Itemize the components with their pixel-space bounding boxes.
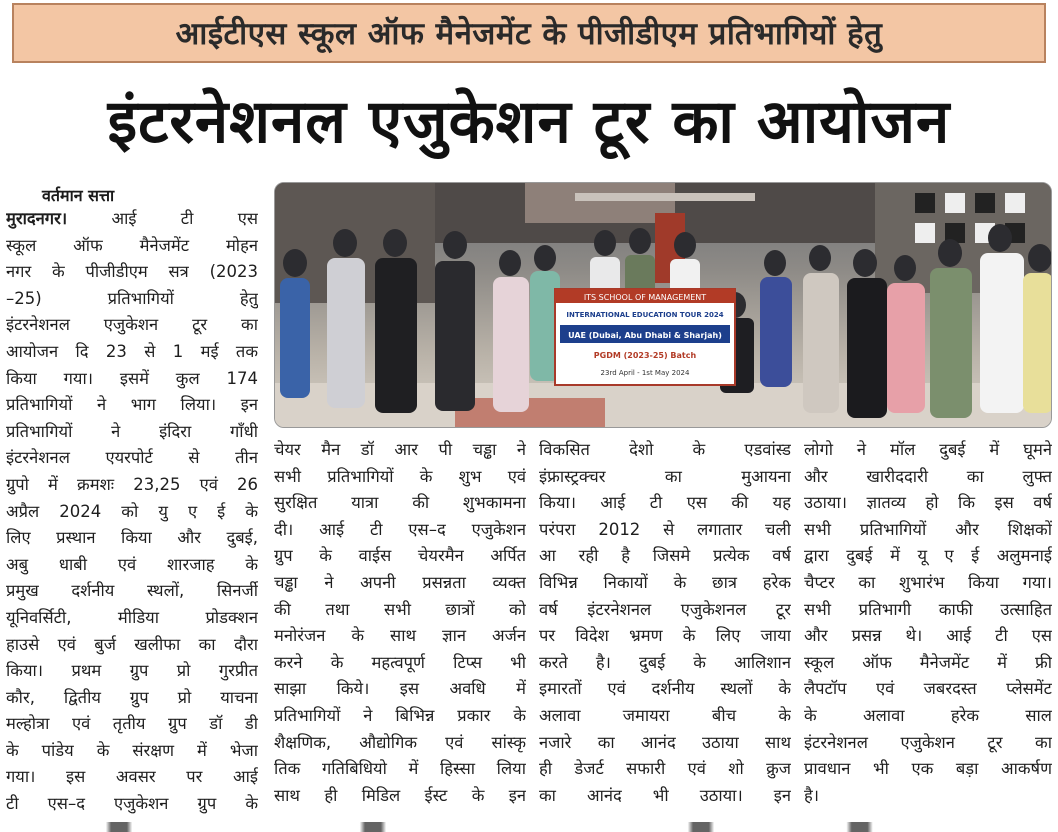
article-line: उठाया। ज्ञातव्य हो कि इस वर्ष xyxy=(804,493,1052,513)
article-line: अप्रैल 2024 को यु ए ई के xyxy=(6,501,258,521)
article-line: के अलावा हरेक साल xyxy=(804,705,1052,725)
article-line: परंपरा 2012 से लगातार चली xyxy=(539,519,791,539)
article-line: किया गया। इसमें कुल 174 xyxy=(6,368,258,388)
article-line: आयोजन दि 23 से 1 मई तक xyxy=(6,341,258,361)
article-line: ग्रुप के वाईस चेयरमैन अर्पित xyxy=(274,546,526,566)
article-column-1 xyxy=(6,206,258,818)
article-line: वर्ष इंटरनेशनल एजुकेशनल टूर xyxy=(539,599,791,619)
article-line: के पांडेय के संरक्षण में भेजा xyxy=(6,740,258,760)
article-line: यूनिवर्सिटी, मीडिया प्रोडक्शन xyxy=(6,607,258,627)
banner-text-5: 23rd April - 1st May 2024 xyxy=(600,369,690,377)
article-column-4 xyxy=(804,437,1052,809)
article-line xyxy=(6,206,258,233)
article-line: मनोरंजन के साथ ज्ञान अर्जन xyxy=(274,626,526,646)
article-line: पर विदेश भ्रमण के लिए जाया xyxy=(539,626,791,646)
article-line: हाउसे एवं बुर्ज खलीफा का दौरा xyxy=(6,634,258,654)
dateline: मुरादनगर। xyxy=(6,209,68,228)
article-line: और खारीददारी का लुफ्त xyxy=(804,466,1052,486)
article-line: लोगो ने मॉल दुबई में घूमने xyxy=(804,440,1052,459)
article-line: स्कूल ऑफ मैनेजमेंट में फ्री xyxy=(804,652,1052,672)
byline: वर्तमान सत्ता xyxy=(42,186,115,205)
article-line: लिए प्रस्थान किया और दुबई, xyxy=(6,528,258,548)
article-line: का आनंद भी उठाया। इन xyxy=(539,785,791,805)
article-line: अबु धाबी एवं शारजाह के xyxy=(6,554,258,574)
article-line: साझा किये। इस अवधि में xyxy=(274,679,526,699)
article-line: चैप्टर का शुभारंभ किया गया। xyxy=(804,572,1052,592)
article-line: साथ ही मिडिल ईस्ट के इन xyxy=(274,785,526,805)
article-line: इंटरनेशनल एयरपोर्ट से तीन xyxy=(6,448,258,468)
article-line: करने के महत्वपूर्ण टिप्स भी xyxy=(274,652,526,672)
article-line: चड्ढा ने अपनी प्रसन्नता व्यक्त xyxy=(274,572,526,592)
article-line: सभी प्रतिभागियों के शुभ एवं xyxy=(274,466,526,486)
article-line: विकसित देशो के एडवांस्ड xyxy=(539,440,791,459)
article-line: तिक गतिबिधियो में हिस्सा लिया xyxy=(274,759,526,779)
article-line: प्रतिभागियों ने भाग लिया। इन xyxy=(6,395,258,415)
kicker-headline: आईटीएस स्कूल ऑफ मैनेजमेंट के पीजीडीएम प्रतिभागियों हेतु xyxy=(12,3,1046,63)
next-story-edge xyxy=(0,822,1058,832)
article-column-3 xyxy=(539,437,791,809)
article-line: द्वारा दुबई में यू ए ई अलुमनाई xyxy=(804,546,1052,566)
article-line: सभी प्रतिभागियों और शिक्षकों xyxy=(804,519,1052,539)
article-line: किया। आई टी एस की यह xyxy=(539,493,791,513)
article-line: शैक्षणिक, औद्योगिक एवं सांस्कृ xyxy=(274,732,526,752)
article-line: दी। आई टी एस–द एजुकेशन xyxy=(274,519,526,539)
article-line: किया। प्रथम ग्रुप प्रो गुरप्रीत xyxy=(6,661,258,681)
article-line: स्कूल ऑफ मैनेजमेंट मोहन xyxy=(6,235,258,255)
article-column-2 xyxy=(274,437,526,809)
article-line: प्रतिभागियों ने इंदिरा गाँधी xyxy=(6,421,258,441)
article-line: प्रावधान भी एक बड़ा आकर्षण xyxy=(804,759,1052,779)
article-line: विभिन्न निकायों के छात्र हरेक xyxy=(539,572,791,592)
banner-text-2: INTERNATIONAL EDUCATION TOUR 2024 xyxy=(566,311,724,319)
article-line: है। xyxy=(804,785,820,805)
article-line: टी एस–द एजुकेशन ग्रुप के xyxy=(6,794,258,814)
article-line: ही डेजर्ट सफारी एवं शो क्रुज xyxy=(539,759,791,779)
main-headline: इंटरनेशनल एजुकेशन टूर का आयोजन xyxy=(107,87,951,157)
article-line: –25) प्रतिभागियों हेतु xyxy=(6,288,258,308)
article-line: इंफ्रास्ट्रक्चर का मुआयना xyxy=(539,466,791,486)
article-line: और प्रसन्न थे। आई टी एस xyxy=(804,626,1052,646)
article-line: ग्रुपो में क्रमशः 23,25 एवं 26 xyxy=(6,474,258,494)
article-line: कौर, द्वितीय ग्रुप प्रो याचना xyxy=(6,687,258,707)
dateline-rest: आई टी एस xyxy=(67,209,258,228)
banner-text-4: PGDM (2023-25) Batch xyxy=(593,351,697,360)
group-photo xyxy=(274,182,1052,428)
article-line: नजारे का आनंद उठाया साथ xyxy=(539,732,791,752)
article-line: प्रतिभागियों ने बिभिन्न प्रकार के xyxy=(274,705,526,725)
article-line: आ रही है जिसमे प्रत्येक वर्ष xyxy=(539,546,791,566)
banner-text-1: ITS SCHOOL OF MANAGEMENT xyxy=(583,293,707,302)
article-line: मल्होत्रा एवं तृतीय ग्रुप डॉ डी xyxy=(6,714,258,734)
article-line: चेयर मैन डॉ आर पी चड्ढा ने xyxy=(274,440,526,459)
article-line: गया। इस अवसर पर आई xyxy=(6,767,258,787)
article-line: करते है। दुबई के आलिशान xyxy=(539,652,791,672)
article-line: लैपटॉप एवं जबरदस्त प्लेसमेंट xyxy=(804,679,1052,699)
article-line: इंटरनेशनल एजुकेशन टूर का xyxy=(6,315,258,335)
banner-text-3: UAE (Dubai, Abu Dhabi & Sharjah) xyxy=(568,331,722,340)
article-line: अलावा जमायरा बीच के xyxy=(539,705,791,725)
article-line: प्रमुख दर्शनीय स्थलों, सिनर्जी xyxy=(6,581,258,601)
article-line: की तथा सभी छात्रों को xyxy=(274,599,526,619)
article-line: सभी प्रतिभागी काफी उत्साहित xyxy=(804,599,1052,619)
article-line: नगर के पीजीडीएम सत्र (2023 xyxy=(6,262,258,282)
article-line: इंटरनेशनल एजुकेशन टूर का xyxy=(804,732,1052,752)
article-line: इमारतों एवं दर्शनीय स्थलों के xyxy=(539,679,791,699)
article-line: सुरक्षित यात्रा की शुभकामना xyxy=(274,493,526,513)
